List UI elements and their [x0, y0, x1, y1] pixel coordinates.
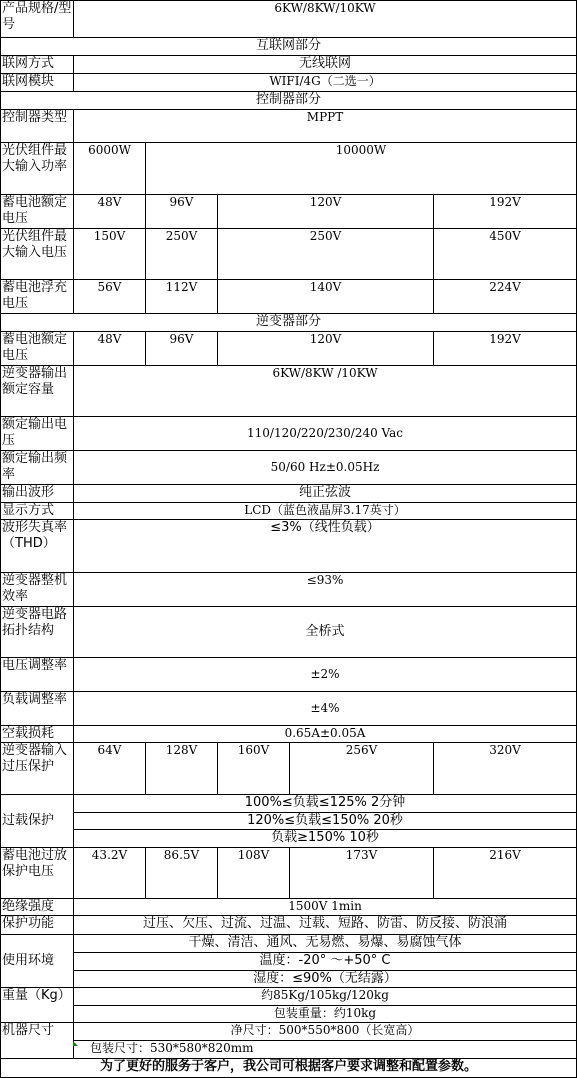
- row-model: [1, 1, 577, 38]
- row-controller-type: [1, 110, 577, 143]
- load-regulation-label: 负载调整率: [1, 691, 74, 725]
- over-discharge-value: 173V: [290, 848, 434, 899]
- row-weight: [1, 1005, 577, 1022]
- overload-value: 120%≤负载≤150% 20秒: [74, 813, 577, 830]
- inv-battery-voltage-label: 蓄电池额定电压: [1, 331, 74, 365]
- internet-section-title: 互联网部分: [1, 38, 577, 56]
- capacity-value: 6KW/8KW /10KW: [74, 365, 577, 416]
- row-float-voltage: [1, 279, 577, 313]
- pv-power-label: 光伏组件最大输入功率: [1, 143, 74, 194]
- over-discharge-value: 43.2V: [74, 848, 146, 899]
- overvoltage-value: 64V: [74, 743, 146, 795]
- row-inverter-title: [1, 313, 577, 331]
- row-pv-power: [1, 143, 577, 194]
- pv-power-value: 6000W: [74, 143, 146, 194]
- row-thd: [1, 520, 577, 572]
- inv-battery-voltage-value: 96V: [146, 331, 218, 365]
- size-value: 包装尺寸：530*580*820mm: [74, 1040, 577, 1058]
- environment-value: 温度：-20° ～+50° C: [74, 952, 577, 970]
- no-load-loss-label: 空载损耗: [1, 725, 74, 742]
- row-environment: [1, 934, 577, 952]
- protection-label: 保护功能: [1, 916, 74, 934]
- row-footer: [1, 1058, 577, 1077]
- row-insulation: [1, 899, 577, 916]
- output-frequency-label: 额定输出频率: [1, 451, 74, 485]
- row-no-load-loss: [1, 725, 577, 742]
- thd-label: 波形失真率（THD）: [1, 520, 74, 572]
- display-label: 显示方式: [1, 503, 74, 520]
- float-voltage-value: 224V: [434, 279, 577, 313]
- row-over-discharge: [1, 848, 577, 899]
- row-inv-battery-voltage: [1, 331, 577, 365]
- float-voltage-label: 蓄电池浮充电压: [1, 279, 74, 313]
- overvoltage-label: 逆变器输入过压保护: [1, 743, 74, 795]
- controller-type-value: MPPT: [74, 110, 577, 143]
- environment-label: 使用环境: [1, 934, 74, 987]
- battery-voltage-value: 120V: [218, 194, 434, 228]
- topology-value: 全桥式: [74, 606, 577, 657]
- inv-battery-voltage-value: 192V: [434, 331, 577, 365]
- row-topology: [1, 606, 577, 657]
- row-controller-title: [1, 92, 577, 110]
- model-value: 6KW/8KW/10KW: [74, 1, 577, 38]
- row-capacity: [1, 365, 577, 416]
- row-load-regulation: [1, 691, 577, 725]
- pv-voltage-label: 光伏组件最大输入电压: [1, 228, 74, 279]
- battery-voltage-value: 96V: [146, 194, 218, 228]
- output-voltage-label: 额定输出电压: [1, 417, 74, 451]
- load-regulation-value: ±4%: [74, 691, 577, 725]
- over-discharge-value: 108V: [218, 848, 290, 899]
- row-efficiency: [1, 572, 577, 606]
- row-overload: [1, 830, 577, 848]
- row-output-frequency: [1, 451, 577, 485]
- controller-type-label: 控制器类型: [1, 110, 74, 143]
- topology-label: 逆变器电路拓扑结构: [1, 606, 74, 657]
- row-weight: [1, 987, 577, 1005]
- voltage-regulation-value: ±2%: [74, 657, 577, 691]
- pv-voltage-value: 250V: [218, 228, 434, 279]
- thd-value: ≤3%（线性负载）: [74, 520, 577, 572]
- overload-label: 过载保护: [1, 795, 74, 848]
- output-frequency-value: 50/60 Hz±0.05Hz: [74, 451, 577, 485]
- model-label: 产品规格/型号: [1, 1, 74, 38]
- overvoltage-value: 160V: [218, 743, 290, 795]
- output-voltage-value: 110/120/220/230/240 Vac: [74, 417, 577, 451]
- no-load-loss-value: 0.65A±0.05A: [74, 725, 577, 742]
- float-voltage-value: 56V: [74, 279, 146, 313]
- waveform-value: 纯正弦波: [74, 485, 577, 503]
- efficiency-label: 逆变器整机效率: [1, 572, 74, 606]
- pv-voltage-value: 150V: [74, 228, 146, 279]
- weight-value: 约85Kg/105kg/120kg: [74, 987, 577, 1005]
- row-overload: [1, 813, 577, 830]
- inverter-section-title: 逆变器部分: [1, 313, 577, 331]
- row-network-method: [1, 56, 577, 74]
- cell-marker-icon: [73, 1041, 78, 1046]
- row-battery-voltage: [1, 194, 577, 228]
- overvoltage-value: 320V: [434, 743, 577, 795]
- float-voltage-value: 112V: [146, 279, 218, 313]
- over-discharge-value: 86.5V: [146, 848, 218, 899]
- capacity-label: 逆变器输出额定容量: [1, 365, 74, 416]
- row-overvoltage: [1, 743, 577, 795]
- battery-voltage-value: 48V: [74, 194, 146, 228]
- row-environment: [1, 970, 577, 987]
- over-discharge-value: 216V: [434, 848, 577, 899]
- row-output-voltage: [1, 417, 577, 451]
- overload-value: 100%≤负载≤125% 2分钟: [74, 795, 577, 813]
- efficiency-value: ≤93%: [74, 572, 577, 606]
- row-display: [1, 503, 577, 520]
- protection-value: 过压、欠压、过流、过温、过载、短路、防雷、防反接、防浪涌: [74, 916, 577, 934]
- pv-voltage-value: 250V: [146, 228, 218, 279]
- pv-voltage-value: 450V: [434, 228, 577, 279]
- voltage-regulation-label: 电压调整率: [1, 657, 74, 691]
- environment-value: 干燥、清洁、通风、无易燃、易爆、易腐蚀气体: [74, 934, 577, 952]
- row-protection: [1, 916, 577, 934]
- weight-label: 重量（Kg）: [1, 987, 74, 1022]
- row-pv-voltage: [1, 228, 577, 279]
- row-overload: [1, 795, 577, 813]
- over-discharge-label: 蓄电池过放保护电压: [1, 848, 74, 899]
- battery-voltage-label: 蓄电池额定电压: [1, 194, 74, 228]
- overvoltage-value: 128V: [146, 743, 218, 795]
- display-value: LCD（蓝色液晶屏3.17英寸）: [74, 503, 577, 520]
- row-environment: [1, 952, 577, 970]
- insulation-label: 绝缘强度: [1, 899, 74, 916]
- row-network-module: [1, 74, 577, 92]
- size-value: 净尺寸：500*550*800（长宽高）: [74, 1022, 577, 1040]
- weight-value: 包装重量：约10kg: [74, 1005, 577, 1022]
- row-voltage-regulation: [1, 657, 577, 691]
- inv-battery-voltage-value: 48V: [74, 331, 146, 365]
- environment-value: 湿度：≤90%（无结露）: [74, 970, 577, 987]
- controller-section-title: 控制器部分: [1, 92, 577, 110]
- size-label: 机器尺寸: [1, 1022, 74, 1058]
- overload-value: 负载≥150% 10秒: [74, 830, 577, 848]
- network-module-label: 联网模块: [1, 74, 74, 92]
- footer-note: 为了更好的服务于客户，我公司可根据客户要求调整和配置参数。: [1, 1058, 577, 1077]
- overvoltage-value: 256V: [290, 743, 434, 795]
- row-waveform: [1, 485, 577, 503]
- pv-power-value: 10000W: [146, 143, 577, 194]
- battery-voltage-value: 192V: [434, 194, 577, 228]
- float-voltage-value: 140V: [218, 279, 434, 313]
- row-size: [1, 1022, 577, 1040]
- row-size: [1, 1040, 577, 1058]
- insulation-value: 1500V 1min: [74, 899, 577, 916]
- inv-battery-voltage-value: 120V: [218, 331, 434, 365]
- network-method-value: 无线联网: [74, 56, 577, 74]
- network-module-value: WIFI/4G（二选一）: [74, 74, 577, 92]
- row-internet-title: [1, 38, 577, 56]
- waveform-label: 输出波形: [1, 485, 74, 503]
- network-method-label: 联网方式: [1, 56, 74, 74]
